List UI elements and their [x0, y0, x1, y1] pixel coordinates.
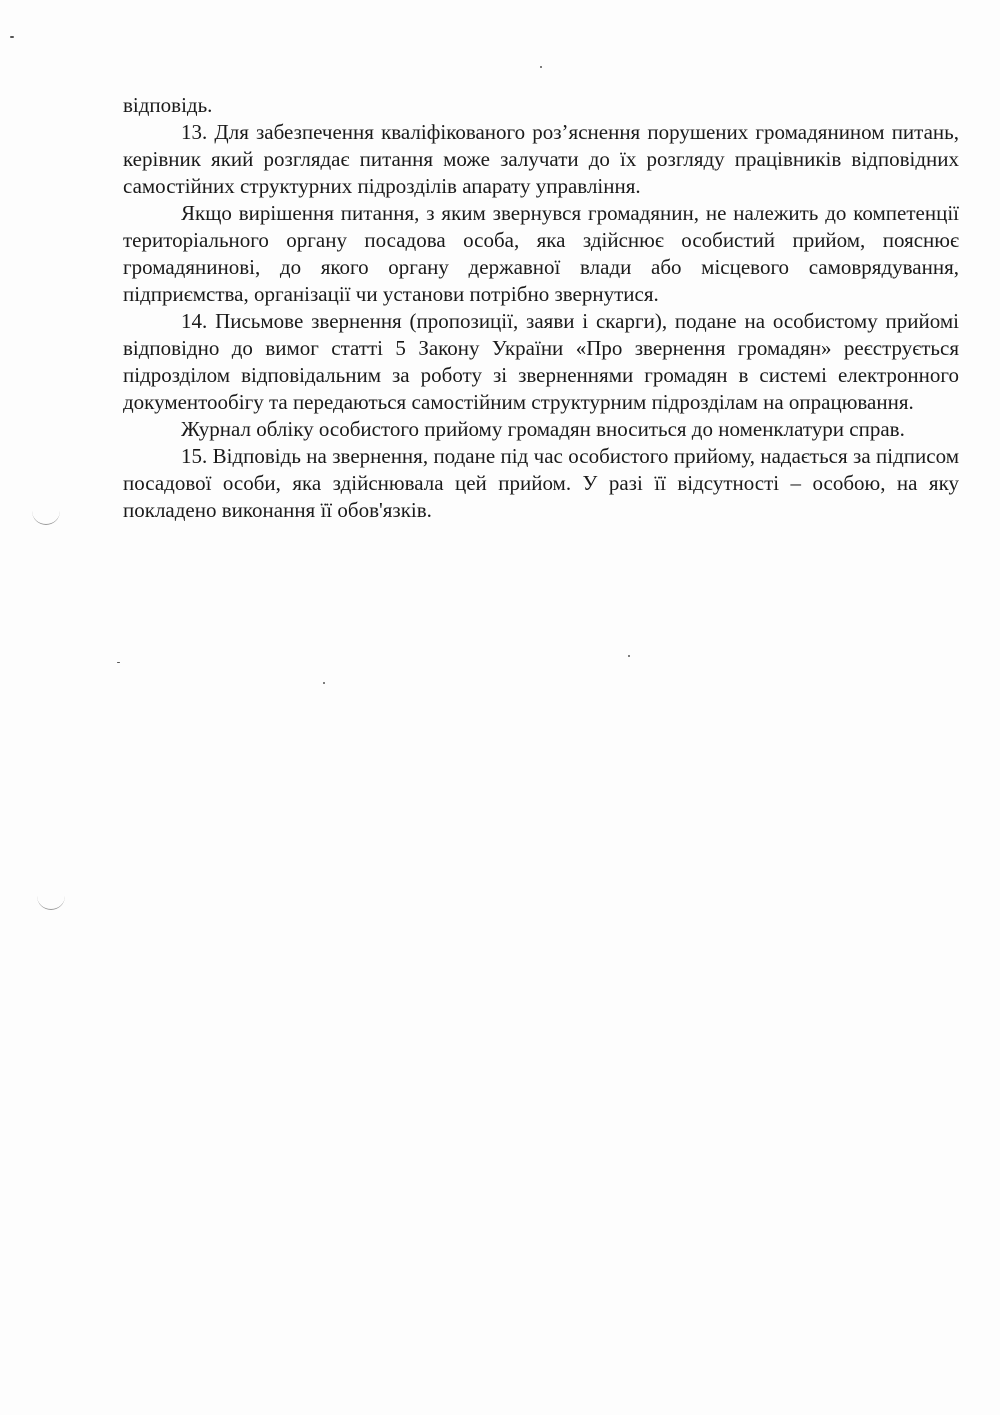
scan-speck — [117, 662, 120, 663]
punch-hole-mark-upper — [32, 510, 60, 525]
document-body — [123, 92, 959, 524]
paragraph-13-competence: Якщо вирішення питання, з яким звернувся громадянин, не належить до компетенції територіального органу посадова особа, яка здійснює особистий прийом, пояснює громадянинові, до якого органу державної влади або місцевого самоврядування, підприємства, організації чи установи потрібно звернутися. — [123, 201, 959, 306]
punch-hole-mark-lower — [37, 895, 65, 910]
paragraph-13: 13. Для забезпечення кваліфікованого роз’яснення порушених громадянином питань, керівник який розглядає питання може залучати до їх розгляду працівників відповідних самостійних структурних підрозділів апарату управління. — [123, 120, 959, 198]
paragraph-14: 14. Письмове звернення (пропозиції, заяви і скарги), подане на особистому прийомі відповідно до вимог статті 5 Закону України «Про звернення громадян» реєструється підрозділом відповідальним за роботу зі зверненнями громадян в системі електронного документообігу та передаються самостійним структурним підрозділам на опрацювання. — [123, 309, 959, 414]
scan-speck — [10, 36, 14, 38]
scan-speck — [540, 66, 542, 68]
paragraph-14-journal: Журнал обліку особистого прийому громадян вноситься до номенклатури справ. — [181, 417, 905, 441]
paragraph-15: 15. Відповідь на звернення, подане під час особистого прийому, надається за підписом посадової особи, яка здійснювала цей прийом. У разі її відсутності – особою, на яку покладено виконання її обов'язків. — [123, 444, 959, 522]
paragraph-continuation: відповідь. — [123, 93, 213, 117]
scan-speck — [628, 655, 630, 657]
scan-speck — [323, 682, 325, 684]
